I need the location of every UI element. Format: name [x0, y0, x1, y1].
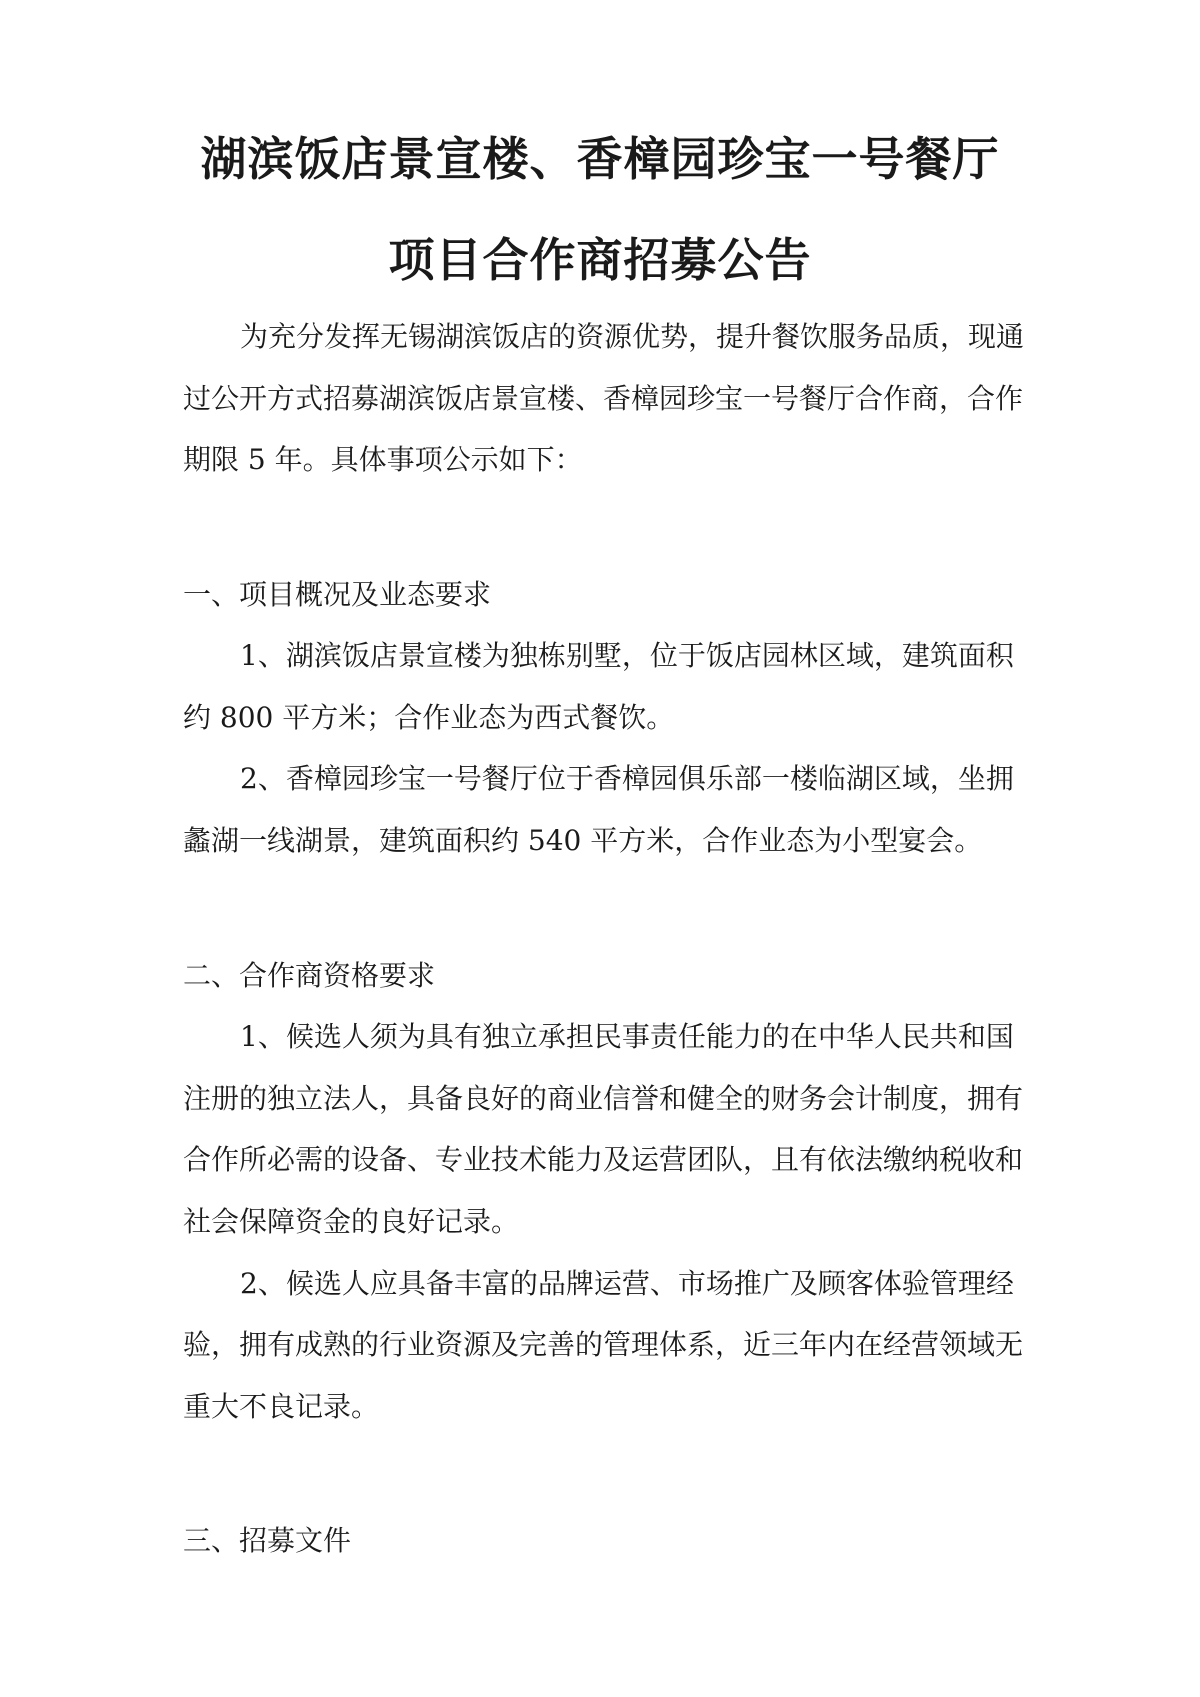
- section-2-item-1-line-1: 1、候选人须为具有独立承担民事责任能力的在中华人民共和国: [240, 1020, 1014, 1053]
- section-1-item-2-line-2: 蠡湖一线湖景，建筑面积约 540 平方米，合作业态为小型宴会。: [183, 824, 983, 857]
- document-title-line-1: 湖滨饭店景宣楼、香樟园珍宝一号餐厅: [200, 132, 1000, 186]
- document-title-line-2: 项目合作商招募公告: [388, 233, 812, 287]
- section-1-item-2-line-1: 2、香樟园珍宝一号餐厅位于香樟园俱乐部一楼临湖区域，坐拥: [240, 762, 1014, 795]
- section-1-item-1-line-1: 1、湖滨饭店景宣楼为独栋别墅，位于饭店园林区域，建筑面积: [240, 639, 1014, 672]
- intro-line-2: 过公开方式招募湖滨饭店景宣楼、香樟园珍宝一号餐厅合作商，合作: [183, 382, 1024, 415]
- section-2-item-1-line-2: 注册的独立法人，具备良好的商业信誉和健全的财务会计制度，拥有: [183, 1082, 1024, 1115]
- section-1-item-1-line-2: 约 800 平方米；合作业态为西式餐饮。: [183, 701, 675, 734]
- section-2-item-2-line-3: 重大不良记录。: [183, 1390, 380, 1423]
- intro-line-1: 为充分发挥无锡湖滨饭店的资源优势，提升餐饮服务品质，现通: [240, 320, 1025, 353]
- section-2-item-1-line-4: 社会保障资金的良好记录。: [183, 1205, 520, 1238]
- section-3-heading: 三、招募文件: [183, 1524, 352, 1557]
- intro-line-3: 期限 5 年。具体事项公示如下：: [183, 443, 583, 476]
- section-2-item-1-line-3: 合作所必需的设备、专业技术能力及运营团队，且有依法缴纳税收和: [183, 1143, 1024, 1176]
- section-2-heading: 二、合作商资格要求: [183, 959, 436, 992]
- section-1-heading: 一、项目概况及业态要求: [183, 578, 492, 611]
- section-2-item-2-line-1: 2、候选人应具备丰富的品牌运营、市场推广及顾客体验管理经: [240, 1267, 1014, 1300]
- section-2-item-2-line-2: 验，拥有成熟的行业资源及完善的管理体系，近三年内在经营领域无: [183, 1328, 1024, 1361]
